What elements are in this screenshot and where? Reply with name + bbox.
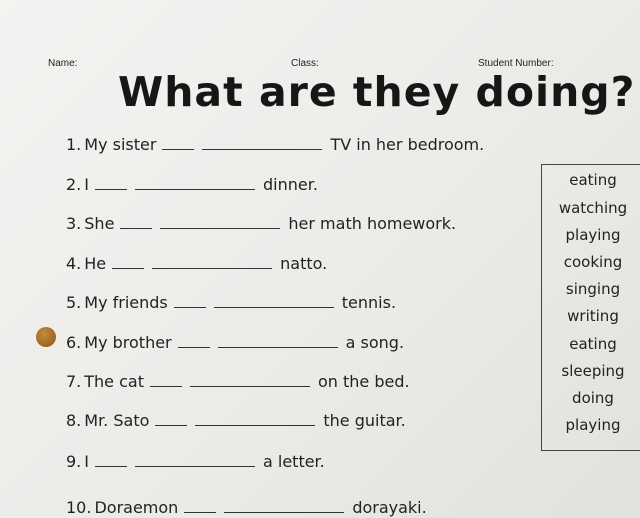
word-bank-item: writing (567, 307, 619, 325)
question-7 (66, 372, 410, 391)
question-number: 7. (66, 372, 82, 391)
answer-blank-short[interactable] (120, 228, 152, 229)
word-bank-item: cooking (563, 253, 623, 271)
answer-blank-short[interactable] (155, 425, 187, 426)
answer-blank-short[interactable] (95, 466, 127, 467)
answer-blank-long[interactable] (224, 512, 344, 513)
question-2 (66, 175, 318, 194)
word-bank-item: playing (565, 226, 621, 244)
question-subject: Mr. Sato (84, 411, 150, 430)
question-subject: She (84, 214, 115, 233)
name-label: Name: (48, 58, 78, 69)
question-6 (66, 333, 404, 352)
answer-blank-short[interactable] (162, 149, 194, 150)
question-subject: My friends (84, 293, 168, 312)
question-subject: I (84, 452, 89, 471)
question-rest: natto. (280, 254, 328, 273)
question-subject: He (84, 254, 107, 273)
question-8 (66, 411, 406, 430)
answer-blank-long[interactable] (135, 189, 255, 190)
word-bank-item: doing (572, 389, 614, 407)
answer-blank-long[interactable] (152, 268, 272, 269)
answer-blank-long[interactable] (190, 386, 310, 387)
answer-blank-long[interactable] (218, 347, 338, 348)
answer-blank-long[interactable] (195, 425, 315, 426)
word-bank-item: eating (569, 171, 617, 189)
question-subject: My sister (84, 135, 157, 154)
question-number: 8. (66, 411, 82, 430)
question-rest: on the bed. (317, 372, 410, 391)
word-bank-item: playing (565, 416, 621, 434)
question-number: 4. (66, 254, 82, 273)
answer-blank-long[interactable] (214, 307, 334, 308)
answer-blank-short[interactable] (178, 347, 210, 348)
answer-blank-long[interactable] (202, 149, 322, 150)
question-rest: dinner. (262, 175, 318, 194)
question-5 (66, 293, 396, 312)
hole-punch-marker (36, 327, 56, 347)
worksheet-title: What are they doing? (118, 68, 636, 116)
question-rest: TV in her bedroom. (330, 135, 485, 154)
question-4 (66, 254, 327, 273)
question-rest: a letter. (262, 452, 325, 471)
answer-blank-long[interactable] (160, 228, 280, 229)
question-subject: I (84, 175, 89, 194)
question-3 (66, 214, 456, 233)
question-subject: My brother (84, 333, 172, 352)
question-subject: The cat (84, 372, 144, 391)
question-number: 1. (66, 135, 82, 154)
answer-blank-short[interactable] (150, 386, 182, 387)
question-number: 3. (66, 214, 82, 233)
word-bank-item: sleeping (561, 362, 625, 380)
question-rest: tennis. (341, 293, 397, 312)
question-1 (66, 135, 484, 154)
word-bank-item: watching (558, 199, 628, 217)
answer-blank-long[interactable] (135, 466, 255, 467)
word-bank-item: eating (569, 335, 617, 353)
question-subject: Doraemon (94, 498, 179, 517)
question-rest: her math homework. (288, 214, 457, 233)
answer-blank-short[interactable] (184, 512, 216, 513)
question-rest: the guitar. (323, 411, 406, 430)
question-number: 9. (66, 452, 82, 471)
class-label: Class: (291, 58, 319, 69)
question-number: 10. (66, 498, 92, 517)
question-10 (66, 498, 427, 517)
question-rest: a song. (345, 333, 405, 352)
student-number-label: Student Number: (478, 58, 554, 69)
word-bank-item: singing (565, 280, 621, 298)
question-number: 2. (66, 175, 82, 194)
question-number: 5. (66, 293, 82, 312)
question-rest: dorayaki. (352, 498, 427, 517)
answer-blank-short[interactable] (112, 268, 144, 269)
answer-blank-short[interactable] (95, 189, 127, 190)
question-number: 6. (66, 333, 82, 352)
question-9 (66, 452, 325, 471)
answer-blank-short[interactable] (174, 307, 206, 308)
